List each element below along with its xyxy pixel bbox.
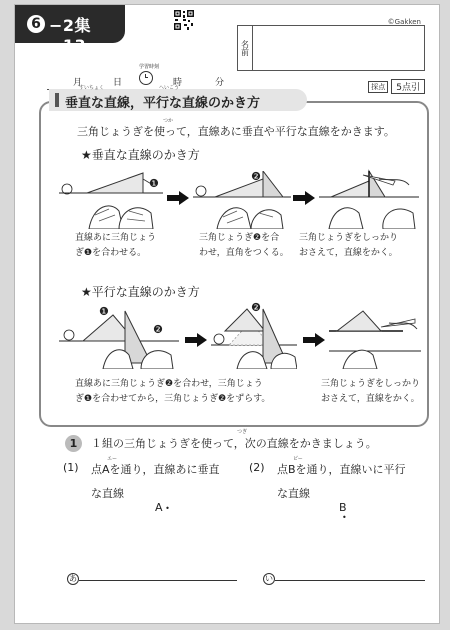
part2-text: 点Bを通り，直線いに平行 bbox=[277, 463, 406, 476]
caption-line: おさえて，直線をかく。 bbox=[299, 248, 398, 258]
score-label: 採点 bbox=[368, 81, 388, 93]
lesson-title-tab bbox=[49, 85, 307, 111]
part2-ruby: ビー bbox=[293, 456, 303, 462]
arrow-right-icon bbox=[185, 333, 207, 347]
parallel-step1-figure bbox=[59, 305, 179, 369]
parallel-step2-figure bbox=[211, 305, 297, 369]
day-label: 日 bbox=[113, 78, 123, 88]
perp-marker-1: ❶ bbox=[149, 177, 159, 190]
caption-line: 直線あに三角じょう bbox=[75, 233, 157, 243]
lesson-title: 垂直な直線，平行な直線のかき方 bbox=[65, 96, 261, 111]
part1-text-cont: な直線 bbox=[91, 487, 124, 500]
point-b-dot: • bbox=[342, 513, 347, 522]
caption-line: おさえて，直線をかく。 bbox=[321, 394, 420, 404]
perp-step3-caption bbox=[299, 231, 398, 261]
question-number: 1 bbox=[65, 435, 82, 452]
caption-line: わせ，直角をつくる。 bbox=[199, 248, 289, 258]
intro-ruby: つか bbox=[163, 118, 174, 124]
name-field[interactable] bbox=[237, 25, 425, 71]
point-a-label: A bbox=[155, 501, 163, 514]
para-marker-2b: ❷ bbox=[251, 301, 261, 314]
score-box bbox=[368, 79, 425, 94]
line-i-label: い bbox=[265, 574, 273, 583]
question-text: １組の三角じょうぎを使って，次の直線をかきましょう。 bbox=[91, 437, 377, 450]
arrow-right-icon bbox=[303, 333, 325, 347]
perp-marker-2: ❷ bbox=[251, 170, 261, 183]
worksheet-page bbox=[14, 4, 440, 624]
point-a[interactable] bbox=[155, 501, 170, 514]
caption-line: 三角じょうぎ❷を合 bbox=[199, 233, 280, 243]
perpendicular-step2-figure bbox=[193, 171, 291, 229]
caption-line: 直線あに三角じょうぎ❷を合わせ，三角じょう bbox=[75, 379, 263, 389]
part2-label: (2) bbox=[249, 461, 265, 474]
part2-text-cont: な直線 bbox=[277, 487, 310, 500]
minute-label: 分 bbox=[215, 78, 225, 88]
line-i[interactable] bbox=[275, 580, 425, 581]
score-value: 5点引 bbox=[391, 79, 425, 94]
para-marker-2: ❷ bbox=[153, 323, 163, 336]
perpendicular-step1-figure bbox=[59, 171, 163, 229]
arrow-right-icon bbox=[293, 191, 315, 205]
part1-ruby: エー bbox=[107, 456, 118, 462]
qr-code-icon[interactable] bbox=[173, 9, 195, 31]
month-label: 月 bbox=[73, 78, 83, 88]
arrow-right-icon bbox=[167, 191, 189, 205]
point-b-label: B bbox=[339, 501, 347, 514]
title-ruby-parallel: へいこう bbox=[159, 85, 180, 91]
unit-number: 6 bbox=[27, 15, 45, 33]
para-step2-caption bbox=[321, 377, 420, 407]
perp-step2-caption bbox=[199, 231, 289, 261]
unit-code: −2集−13 bbox=[49, 16, 92, 55]
lesson-intro: 三角じょうぎを使って，直線あに垂直や平行な直線をかきます。 bbox=[77, 125, 395, 138]
date-time-line[interactable] bbox=[47, 64, 235, 90]
hour-label: 時 bbox=[173, 78, 183, 88]
title-ruby-perpendicular: すいちょく bbox=[79, 85, 105, 91]
line-a-label: あ bbox=[69, 574, 77, 583]
perp-step1-caption bbox=[75, 231, 156, 261]
name-label: 名前 bbox=[238, 26, 253, 70]
para-marker-1: ❶ bbox=[99, 305, 109, 318]
title-bar-marker bbox=[55, 93, 59, 107]
caption-line: 三角じょうぎをしっかり bbox=[299, 233, 399, 243]
parallel-step3-figure bbox=[329, 305, 421, 369]
unit-tab bbox=[14, 4, 125, 55]
perpendicular-heading: ★垂直な直線のかき方 bbox=[81, 148, 200, 162]
caption-line: ぎ❶を合わせる。 bbox=[75, 248, 147, 258]
clock-icon bbox=[139, 71, 153, 85]
parallel-heading: ★平行な直線のかき方 bbox=[81, 285, 200, 299]
perpendicular-step3-figure bbox=[319, 167, 419, 229]
question-ruby: つぎ bbox=[237, 429, 248, 435]
para-step1-caption bbox=[75, 377, 270, 407]
copyright-text: ©Gakken bbox=[387, 18, 421, 26]
caption-line: ぎ❶を合わせてから，三角じょうぎ❷をずらす。 bbox=[75, 394, 271, 404]
caption-line: 三角じょうぎをしっかり bbox=[321, 379, 421, 389]
clock-caption: 学習時刻 bbox=[139, 64, 160, 70]
part1-text: 点Aを通り，直線あに垂直 bbox=[91, 463, 220, 476]
part1-label: (1) bbox=[63, 461, 79, 474]
point-a-dot: • bbox=[162, 504, 170, 513]
line-a[interactable] bbox=[79, 580, 237, 581]
